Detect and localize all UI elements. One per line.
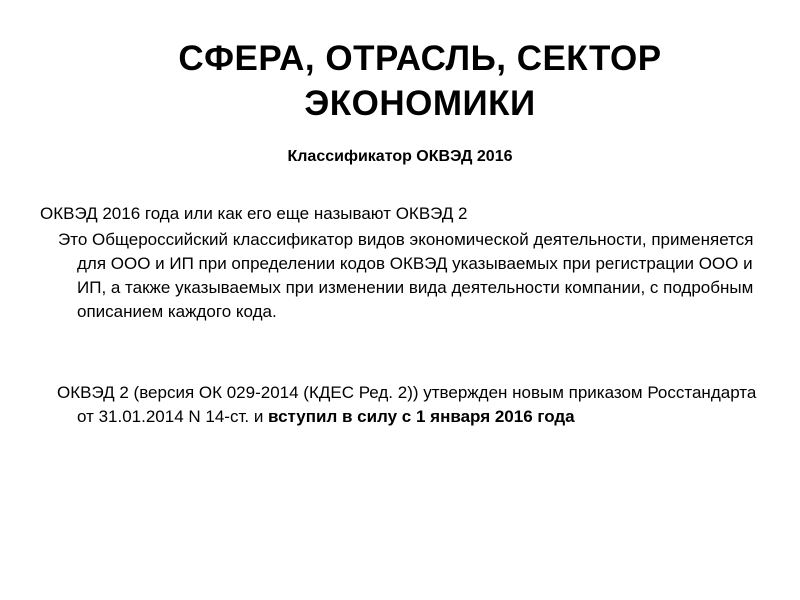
slide-subtitle: Классификатор ОКВЭД 2016 <box>287 148 513 165</box>
slide-title-line-1: СФЕРА, ОТРАСЛЬ, СЕКТОР <box>178 39 662 78</box>
slide-title-line-2: ЭКОНОМИКИ <box>304 84 536 123</box>
paragraph-okved-approval <box>57 381 777 429</box>
paragraph-okved-name: ОКВЭД 2016 года или как его еще называют ОКВЭД 2 <box>40 204 468 223</box>
paragraph-okved-description: Это Общероссийский классификатор видов экономической деятельности, применяется для ООО и ИП при определении кодов ОКВЭД указываемых при регистрации ООО и ИП, а также указываемых при изменении вида деятельности компании, с подробным описанием каждого кода. <box>58 230 754 321</box>
slide-title <box>100 36 740 126</box>
approval-text: ОКВЭД 2 (версия ОК 029-2014 (КДЕС Ред. 2)) утвержден новым приказом Росстандарта от 31.01.2014 N 14-ст. и <box>57 383 757 426</box>
effective-date-text: вступил в силу с 1 января 2016 года <box>268 407 575 426</box>
